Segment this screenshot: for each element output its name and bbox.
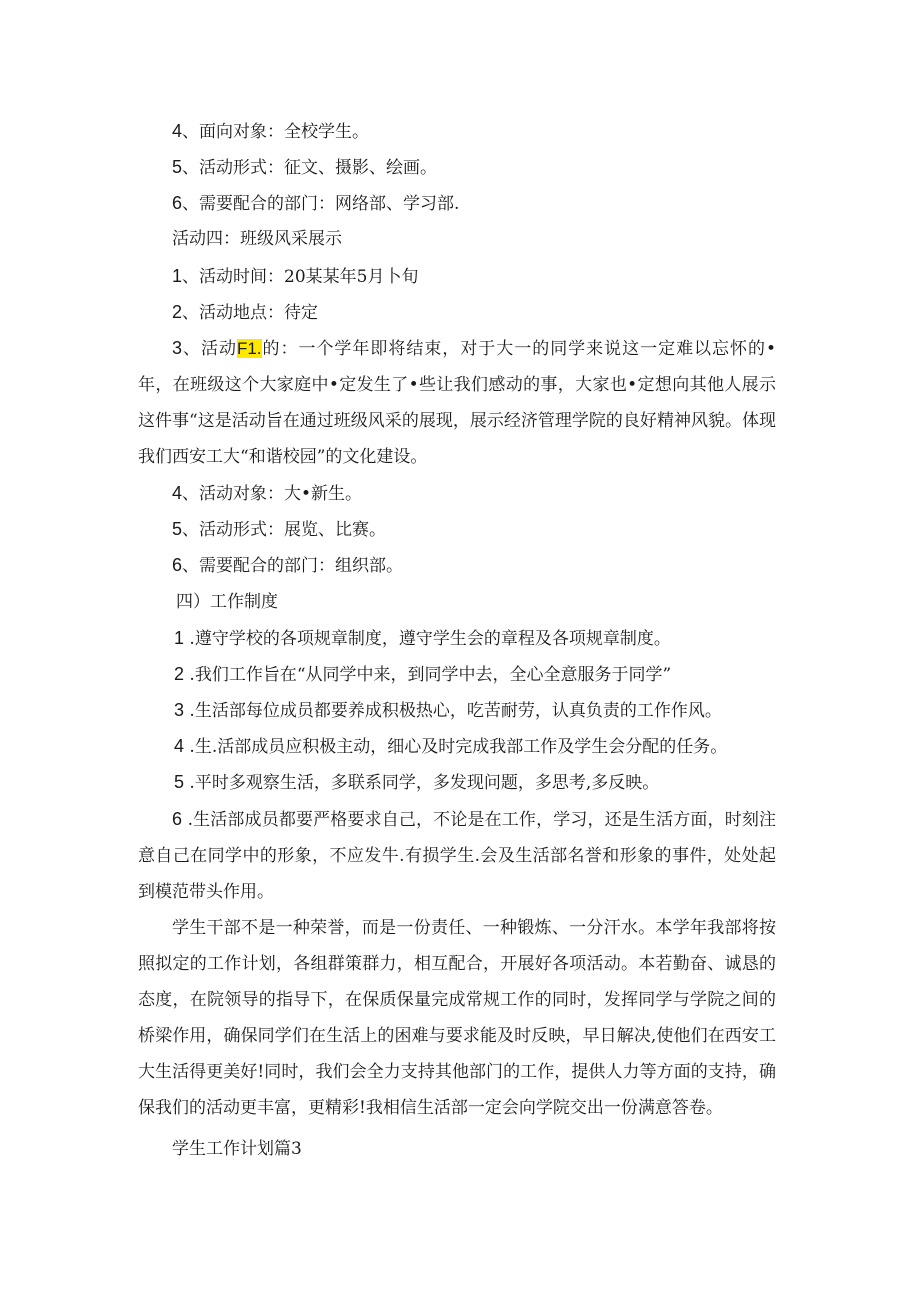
activity4-place: 2、活动地点：待定 (172, 302, 319, 323)
highlighted-text: F1. (236, 339, 262, 358)
activity4-purpose-paragraph: 3、活动F1.的：一个学年即将结束，对于大一的同学来说这一定难以忘怀的•年，在班级这个大家庭中•定发生了•些让我们感动的事，大家也•定想向其他人展示这件事“这是活动旨在通过班级风采的展现，展示经济管理学院的良好精神风貌。体现我们西安工大“和谐校园”的文化建设。 (138, 338, 777, 467)
next-section-title: 学生工作计划篇3 (172, 1139, 302, 1159)
activity4-target: 4、活动对象：大•新生。 (172, 483, 363, 504)
item-format: 5、活动形式：征文、摄影、绘画。 (172, 157, 438, 178)
item-departments: 6、需要配合的部门：网络部、学习部. (172, 193, 460, 214)
closing-paragraph: 学生干部不是一种荣誉，而是一份责任、一种锻炼、一分汗水。本学年我部将按照拟定的工作计划，各组群策群力，相互配合，开展好各项活动。本若勤奋、诚恳的态度，在院领导的指导下，在保质保量完成常规工作的同时，发挥同学与学院之间的桥梁作用，确保同学们在生活上的困难与要求能及时反映，早日解决,使他们在西安工大生活得更美好!同时，我们会全力支持其他部门的工作，提供人力等方面的支持，确保我们的活动更丰富，更精彩!我相信生活部一定会向学院交出一份满意答卷。 (138, 918, 776, 1118)
rule-6-paragraph: 6 .生活部成员都要严格要求自己，不论是在工作，学习，还是生活方面，时刻注意自己在同学中的形象，不应发牛.有损学生.会及生活部名誉和形象的事件，处处起到模范带头作用。 (138, 809, 776, 902)
item-audience: 4、面向对象：全校学生。 (172, 121, 370, 142)
activity4-time: 1、活动时间：20某某年5月卜旬 (172, 266, 419, 287)
rule-4: 4 .生.活部成员应积极主动，细心及时完成我部工作及学生会分配的任务。 (174, 736, 728, 757)
rule-1: 1 .遵守学校的各项规章制度，遵守学生会的章程及各项规章制度。 (174, 628, 671, 649)
rule-3: 3 .生活部每位成员都要养成积极热心，吃苦耐劳，认真负责的工作作风。 (174, 700, 722, 721)
rule-5: 5 .平时多观察生活，多联系同学，多发现问题，多思考,多反映。 (174, 772, 660, 793)
activity4-format: 5、活动形式：展览、比赛。 (172, 519, 387, 540)
rule-2: 2 .我们工作旨在“从同学中来，到同学中去，全心全意服务于同学” (174, 664, 672, 685)
activity4-departments: 6、需要配合的部门：组织部。 (172, 555, 404, 576)
activity4-title: 活动四：班级风采展示 (172, 229, 342, 249)
section4-title: 四）工作制度 (176, 592, 278, 612)
